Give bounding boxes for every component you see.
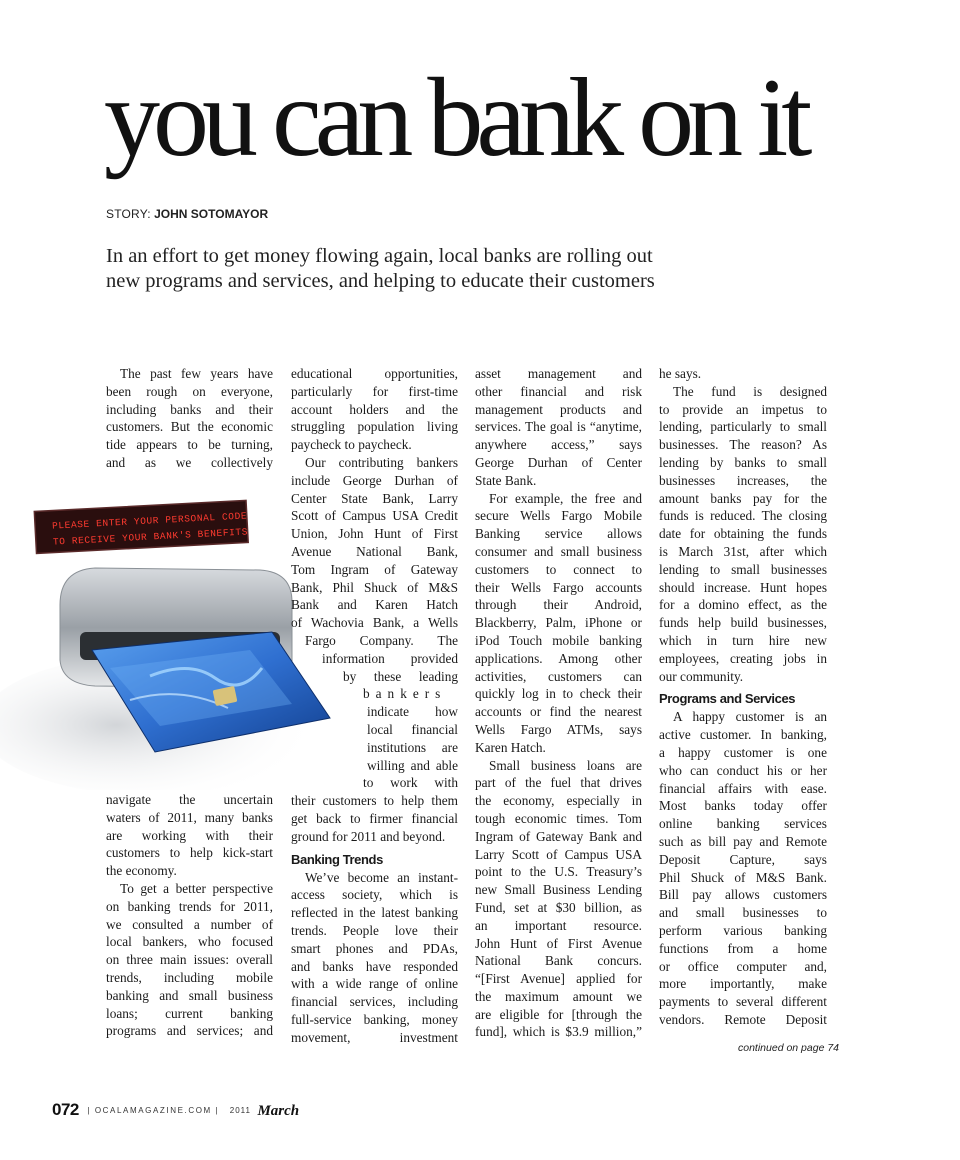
text-line: employees, creating jobs in	[659, 650, 827, 666]
text-line: to work with	[363, 775, 458, 791]
text-line: their Wells Fargo accounts	[475, 579, 642, 595]
text-line: indicate how	[367, 704, 458, 720]
text-line: active customer. In banking,	[659, 727, 827, 743]
text-line: ground for 2011 and beyond.	[291, 828, 446, 844]
text-line: Tom Ingram of Gateway	[291, 561, 458, 577]
text-line: and small businesses to	[659, 905, 827, 921]
text-line: with a wide range of online	[291, 976, 458, 992]
text-line: and banks have responded	[291, 958, 458, 974]
footer-website: | OCALAMAGAZINE.COM |	[87, 1106, 220, 1115]
text-line: anywhere access,” says	[475, 437, 642, 453]
text-line: an important resource.	[475, 917, 642, 933]
text-line: on three main issues: overall	[106, 952, 273, 968]
text-line: Wells Fargo ATMs, says	[475, 721, 642, 737]
text-line: Our contributing bankers	[305, 454, 458, 470]
text-line: applications. Among other	[475, 650, 642, 666]
footer-month: March	[257, 1103, 300, 1119]
text-line: bankers	[363, 686, 447, 702]
text-line: payments to several different	[659, 994, 827, 1010]
text-line: the economy, especially in	[475, 793, 642, 809]
text-line: George Durhan of Center	[475, 454, 642, 470]
text-line: the maximum amount we	[475, 988, 642, 1004]
text-line: lending to small businesses	[659, 561, 827, 577]
text-line: We’ve become an instant-	[305, 869, 458, 885]
text-line: trends. People love their	[291, 922, 458, 938]
text-line: on banking trends for 2011,	[106, 898, 273, 914]
text-line: financial services, including	[291, 994, 458, 1010]
page-footer	[52, 1100, 299, 1120]
section-heading-programs-and-services: Programs and Services	[659, 691, 796, 707]
column-3	[475, 365, 642, 1041]
text-line: educational opportunities,	[291, 366, 458, 381]
byline	[106, 207, 268, 221]
text-line: part of the fuel that drives	[475, 775, 642, 791]
column-1-top	[106, 365, 273, 472]
deck-line: new programs and services, and helping to educate their customers	[106, 270, 655, 292]
text-line: businesses increases, the	[659, 472, 827, 488]
text-line: John Hunt of First Avenue	[475, 935, 642, 951]
text-line: new Small Business Lending	[475, 882, 642, 898]
text-line: Most banks today offer	[659, 798, 827, 814]
text-line: Karen Hatch.	[475, 739, 546, 755]
text-line: customers to connect to	[475, 561, 642, 577]
text-line: by these leading	[343, 668, 458, 684]
text-line: is March 31st, after which	[659, 543, 827, 559]
text-line: online banking services	[659, 816, 827, 832]
text-line: and as we collectively	[106, 454, 273, 470]
atm-sign	[34, 500, 248, 553]
page-number: 072	[52, 1100, 79, 1119]
text-line: struggling population living	[291, 419, 458, 435]
text-line: funds help build businesses,	[659, 615, 827, 631]
text-line: trends, including mobile	[106, 969, 273, 985]
article-deck	[106, 244, 726, 294]
text-line: reflected in the latest banking	[291, 905, 458, 921]
text-line: of Wachovia Bank, a Wells	[291, 615, 458, 631]
text-line: amount banks pay for the	[659, 490, 827, 506]
text-line: smart phones and PDAs,	[291, 940, 458, 956]
text-line: which in turn hire new	[659, 632, 827, 648]
text-line: For example, the free and	[489, 490, 642, 506]
text-line: businesses. The reason? As	[659, 437, 827, 453]
footer-year: 2011	[229, 1106, 251, 1115]
text-line: Blackberry, Palm, iPhone or	[475, 615, 642, 631]
text-line: The past few years have	[120, 366, 273, 381]
text-line: are working with their	[106, 827, 273, 843]
text-line: management products and	[475, 401, 642, 417]
text-line: to provide an impetus to	[659, 401, 827, 417]
text-line: tide appears to be turning,	[106, 437, 273, 453]
text-line: date for obtaining the funds	[659, 526, 827, 542]
text-line: other financial and risk	[475, 383, 642, 399]
text-line: movement, investment	[291, 1029, 458, 1045]
text-line: institutions are	[367, 739, 458, 755]
atm-sign-line-1: PLEASE ENTER YOUR PERSONAL CODE	[51, 510, 248, 532]
text-line: particularly for first-time	[291, 383, 458, 399]
text-line: Bill pay allows customers	[659, 887, 827, 903]
text-line: functions from a home	[659, 940, 827, 956]
text-line: loans; current banking	[106, 1005, 273, 1021]
text-line: such as bill pay and Remote	[659, 833, 827, 849]
text-line: Scott of Campus USA Credit	[291, 508, 458, 524]
atm-sign-line-2: TO RECEIVE YOUR BANK'S BENEFITS	[52, 526, 249, 548]
text-line: activities, customers can	[475, 668, 642, 684]
text-line: paycheck to paycheck.	[291, 437, 412, 453]
text-line: banking and small business	[106, 987, 273, 1003]
text-line: Larry Scott of Campus USA	[475, 846, 642, 862]
text-line: perform various banking	[659, 922, 827, 938]
text-line: full-service banking, money	[291, 1011, 458, 1027]
text-line: secure Wells Fargo Mobile	[475, 508, 642, 524]
text-line: point to the U.S. Treasury’s	[475, 864, 642, 880]
text-line: customers to help kick-start	[106, 845, 273, 861]
text-line: Fargo Company. The	[305, 632, 458, 648]
text-line: tough economic times. Tom	[475, 810, 642, 826]
column-4	[659, 365, 827, 1029]
text-line: the economy.	[106, 863, 177, 879]
text-line: willing and able	[367, 757, 458, 773]
text-line: waters of 2011, many banks	[106, 809, 273, 825]
text-line: information provided	[322, 650, 458, 666]
text-line: asset management and	[475, 366, 642, 381]
text-line: should increase. Hunt hopes	[659, 579, 827, 595]
continued-note: continued on page 74	[738, 1042, 840, 1054]
text-line: quickly log in to check their	[475, 686, 642, 702]
text-line: through their Android,	[475, 597, 642, 613]
text-line: consumer and small business	[475, 543, 642, 559]
deck-line: In an effort to get money flowing again, local banks are rolling out	[106, 245, 653, 267]
text-line: local bankers, who focused	[106, 934, 273, 950]
text-line: funds is reduced. The closing	[659, 508, 827, 524]
text-line: include George Durhan of	[291, 472, 458, 488]
text-line: been rough on everyone,	[106, 383, 273, 399]
text-line: their customers to help them	[291, 793, 458, 809]
text-line: lending, particularly to small	[659, 419, 827, 435]
text-line: fund], which is $3.9 million,”	[475, 1024, 642, 1040]
text-line: financial affairs with ease.	[659, 780, 827, 796]
text-line: or office computer and,	[659, 958, 827, 974]
text-line: for a domino effect, as the	[659, 597, 827, 613]
text-line: Avenue National Bank,	[291, 543, 458, 559]
column-1-bottom	[106, 791, 273, 1040]
text-line: Phil Shuck of M&S Bank.	[659, 869, 827, 885]
text-line: Banking service allows	[475, 526, 642, 542]
text-line: vendors. Remote Deposit	[659, 1011, 827, 1027]
author-name: JOHN SOTOMAYOR	[154, 207, 269, 221]
text-line: local financial	[367, 721, 458, 737]
text-line: A happy customer is an	[673, 709, 827, 725]
column-2	[291, 365, 458, 1046]
text-line: Bank, Phil Shuck of M&S	[291, 579, 458, 595]
text-line: more importantly, make	[659, 976, 827, 992]
text-line: Union, John Hunt of First	[291, 526, 458, 542]
text-line: The fund is designed	[673, 383, 827, 399]
text-line: iPod Touch mobile banking	[475, 632, 642, 648]
text-line: Ingram of Gateway Bank and	[475, 828, 642, 844]
text-line: our community.	[659, 668, 744, 684]
text-line: we consulted a number of	[106, 916, 273, 932]
text-line: lending by banks to small	[659, 454, 827, 470]
text-line: navigate the uncertain	[106, 792, 273, 807]
text-line: who can conduct his or her	[659, 762, 827, 778]
text-line: Small business loans are	[489, 757, 642, 773]
text-line: Deposit Capture, says	[659, 851, 827, 867]
text-line: “[First Avenue] applied for	[475, 971, 642, 987]
article-title: you can bank on it	[104, 56, 806, 180]
text-line: including banks and their	[106, 401, 273, 417]
text-line: services. The goal is “anytime,	[475, 419, 642, 435]
text-line: Bank and Karen Hatch	[291, 597, 458, 613]
text-line: get back to firmer financial	[291, 810, 458, 826]
text-line: State Bank.	[475, 472, 537, 488]
text-line: National Bank concurs.	[475, 953, 642, 969]
text-line: are eligible for [through the	[475, 1006, 642, 1022]
text-line: access society, which is	[291, 887, 458, 903]
text-line: programs and services; and	[106, 1023, 273, 1039]
text-line: Fund, set at $30 billion, as	[475, 899, 642, 915]
text-line: Center State Bank, Larry	[291, 490, 458, 506]
section-heading-banking-trends: Banking Trends	[291, 851, 383, 867]
text-line: To get a better perspective	[120, 880, 273, 896]
text-line: a happy customer is one	[659, 744, 827, 760]
text-line: account holders and the	[291, 401, 458, 417]
text-line: he says.	[659, 366, 702, 381]
text-line: accounts or find the nearest	[475, 704, 642, 720]
byline-label: STORY:	[106, 207, 151, 221]
text-line: customers. But the economic	[106, 419, 273, 435]
